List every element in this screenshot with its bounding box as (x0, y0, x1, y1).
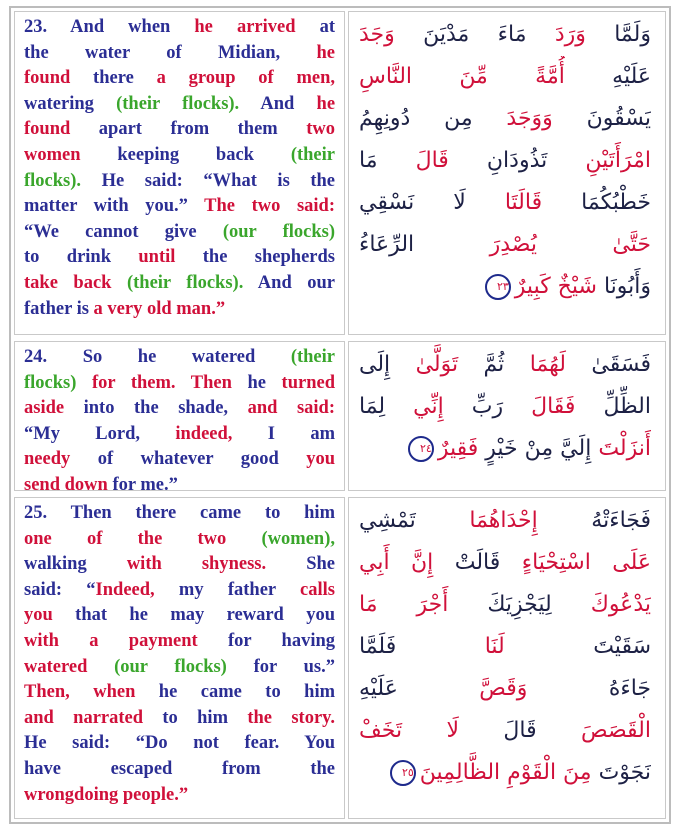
english-line (24, 15, 335, 41)
text-segment: “We cannot give (24, 221, 223, 242)
english-line (24, 396, 335, 422)
text-segment: إِحْدَاهُمَا (469, 508, 538, 533)
text-segment: you (24, 605, 53, 626)
text-segment: وَأَبُونَا (596, 274, 651, 299)
text-segment: to him (143, 707, 248, 728)
text-segment: Then, when (24, 682, 136, 703)
text-segment: فَسَقَىٰ (565, 352, 651, 377)
text-segment: نَجَوْتَ (591, 760, 651, 785)
arabic-line (359, 500, 651, 542)
text-segment: And (239, 93, 317, 114)
text-segment: (our flocks) (222, 221, 335, 242)
text-segment: indeed, (175, 423, 233, 444)
arabic-text-cell (348, 11, 666, 335)
text-segment: he arrived (194, 17, 296, 37)
text-segment: وَقَصَّ (479, 676, 528, 701)
text-segment: So he watered (47, 347, 291, 367)
text-segment: he (247, 372, 266, 393)
text-segment: found (24, 119, 71, 140)
english-line (24, 578, 335, 604)
text-segment: شَيْخٌ كَبِيرٌ (514, 274, 597, 299)
english-line (24, 297, 335, 323)
text-segment: (their flocks). (111, 272, 244, 293)
text-segment: يَسْقُونَ (552, 106, 651, 131)
verse-row-24 (11, 338, 669, 494)
arabic-line (359, 626, 651, 668)
text-segment: سَقَيْتَ (504, 634, 651, 659)
english-line (24, 629, 335, 655)
english-line (24, 371, 335, 397)
english-line (24, 757, 335, 783)
text-segment: قَالَ (415, 148, 449, 173)
text-segment: مِن دُونِهِمُ (359, 106, 507, 131)
text-segment: Indeed, (95, 579, 155, 600)
text-segment: the story. (247, 707, 335, 728)
text-segment: ثُمَّ (458, 352, 530, 377)
text-segment: فَقَالَ (531, 394, 576, 419)
text-segment: وَوَجَدَ (506, 106, 553, 131)
text-segment: عَلَى اسْتِحْيَاءٍ (521, 550, 651, 575)
english-line (24, 706, 335, 732)
english-line (24, 422, 335, 448)
english-line (24, 447, 335, 473)
text-segment: فَجَاءَتْهُ (537, 508, 651, 533)
arabic-line (359, 668, 651, 710)
text-segment: there (70, 68, 157, 89)
text-segment: into the shade, (64, 398, 248, 419)
arabic-line (359, 140, 651, 182)
text-segment: flocks). (24, 170, 82, 191)
text-segment: جَاءَهُ (527, 676, 651, 701)
arabic-line (359, 710, 651, 752)
english-line (24, 680, 335, 706)
text-segment: فَلَمَّا (359, 634, 485, 659)
arabic-line (359, 428, 651, 470)
text-segment: with shyness. (126, 554, 267, 575)
text-segment: calls (300, 579, 335, 600)
text-segment: She (266, 554, 335, 575)
text-segment: He said: “What is the (81, 170, 335, 191)
text-segment: until (138, 247, 176, 268)
text-segment: said: “ (24, 579, 96, 600)
text-segment: with a payment (24, 630, 228, 651)
text-segment: 25. (24, 503, 48, 523)
text-segment: needy (24, 449, 71, 470)
english-line (24, 527, 335, 553)
text-segment: women (24, 144, 81, 165)
text-segment: لَنَا (484, 634, 505, 659)
text-segment: الرِّعَاءُ (359, 232, 490, 257)
text-segment: I am (232, 423, 335, 444)
text-segment: The two said: (204, 196, 335, 217)
english-line (24, 66, 335, 92)
text-segment: أَجْرَ مَا (359, 592, 449, 617)
text-segment: لِمَا (359, 394, 414, 419)
text-segment: حَتَّىٰ يُصْدِرَ (489, 232, 651, 257)
english-line (24, 245, 335, 271)
text-segment: الظِّلِّ (575, 394, 651, 419)
text-segment: of whatever good (70, 449, 307, 470)
arabic-line (359, 752, 651, 794)
text-segment: تَمْشِي (359, 508, 470, 533)
text-segment: إِلَيَّ مِنْ خَيْرٍ (478, 436, 599, 461)
text-segment: watering (24, 93, 117, 114)
text-segment: send down (24, 474, 108, 495)
text-segment: keeping back (80, 144, 291, 165)
text-segment: to drink (24, 247, 139, 268)
verse-row-23 (11, 8, 669, 338)
text-segment: apart from them (70, 119, 307, 140)
ayah-number-marker: ٢٤ (408, 436, 434, 462)
text-segment: for us.” (226, 656, 335, 677)
arabic-line (359, 386, 651, 428)
text-segment: for me.” (107, 474, 178, 495)
text-segment: لَا نَسْقِي (359, 190, 505, 215)
text-segment: (their flocks). (116, 93, 240, 114)
text-segment: two (306, 119, 335, 140)
arabic-line (359, 584, 651, 626)
text-segment: He said: “Do not fear. You (24, 733, 335, 754)
text-segment: (our flocks) (114, 656, 227, 677)
text-segment: يَدْعُوكَ (590, 592, 651, 617)
verse-table (9, 6, 671, 824)
arabic-line (359, 224, 651, 266)
text-segment: a group of men, (156, 68, 335, 89)
english-line (24, 271, 335, 297)
text-segment: Then there came to him (47, 503, 335, 523)
verse-row-25 (11, 494, 669, 822)
english-line (24, 345, 335, 371)
text-segment: الْقَصَصَ (581, 718, 651, 743)
text-segment: a very old man.” (93, 298, 226, 319)
text-segment: عَلَيْهِ (359, 676, 480, 701)
text-segment: my father (154, 579, 301, 600)
text-segment: عَلَيْهِ (564, 64, 651, 89)
text-segment: رَبِّ (443, 394, 532, 419)
text-segment: And our (243, 272, 335, 293)
arabic-line (359, 344, 651, 386)
arabic-text-cell (348, 341, 666, 491)
text-segment: تَذُودَانِ (448, 148, 586, 173)
text-segment: And when (47, 17, 195, 37)
text-segment: قَالَتَا (504, 190, 543, 215)
arabic-line (359, 98, 651, 140)
text-segment: he (316, 42, 335, 63)
text-segment: إِنِّي (413, 394, 444, 419)
text-segment: for having (227, 630, 335, 651)
text-segment: وَرَدَ (526, 22, 586, 47)
text-segment: take back (24, 272, 112, 293)
text-segment: have escaped from the (24, 758, 335, 779)
text-segment: 23. (24, 17, 48, 37)
text-segment: aside (24, 398, 65, 419)
ayah-number-marker: ٢٣ (485, 274, 511, 300)
text-segment: for them. Then (76, 372, 248, 393)
english-line (24, 552, 335, 578)
text-segment: مَاءَ مَدْيَنَ (394, 22, 527, 47)
text-segment: walking (24, 554, 127, 575)
text-segment: you (306, 449, 335, 470)
text-segment: وَجَدَ (359, 22, 395, 47)
text-segment: إِلَى (359, 352, 416, 377)
text-segment: father is (24, 298, 94, 319)
english-line (24, 41, 335, 67)
english-line (24, 220, 335, 246)
english-line (24, 92, 335, 118)
text-segment: قَالَتْ (433, 550, 522, 575)
text-segment: لَا تَخَفْ (359, 718, 460, 743)
text-segment: (their (290, 347, 335, 367)
text-segment: أُمَّةً مِّنَ النَّاسِ (359, 64, 565, 89)
text-segment: turned (265, 372, 335, 393)
arabic-line (359, 56, 651, 98)
english-translation-cell (14, 341, 345, 495)
text-segment: he came to him (135, 682, 335, 703)
text-segment: (their (290, 144, 335, 165)
text-segment: امْرَأَتَيْنِ (585, 148, 651, 173)
english-line (24, 783, 335, 809)
text-segment: that he may reward you (52, 605, 335, 626)
text-segment: مِنَ الْقَوْمِ الظَّالِمِينَ (419, 760, 592, 785)
arabic-line (359, 266, 651, 308)
text-segment: أَنزَلْتَ (598, 436, 651, 461)
text-segment: flocks) (24, 372, 77, 393)
text-segment: لِيَجْزِيَكَ (448, 592, 591, 617)
arabic-line (359, 542, 651, 584)
text-segment: “My Lord, (24, 423, 176, 444)
text-segment: watered (24, 656, 115, 677)
text-segment: matter with you.” (24, 196, 205, 217)
text-segment: one of the two (24, 528, 262, 549)
english-line (24, 501, 335, 527)
text-segment: he (316, 93, 335, 114)
arabic-text-cell (348, 497, 666, 819)
english-line (24, 143, 335, 169)
text-segment: فَقِيرٌ (437, 436, 479, 461)
text-segment: وَلَمَّا (585, 22, 651, 47)
english-translation-cell (14, 11, 345, 335)
ayah-number-marker: ٢٥ (390, 760, 416, 786)
text-segment: 24. (24, 347, 48, 367)
english-line (24, 117, 335, 143)
text-segment: قَالَ (459, 718, 582, 743)
english-line (24, 731, 335, 757)
text-segment: لَهُمَا (529, 352, 566, 377)
english-line (24, 194, 335, 220)
text-segment: at (295, 17, 335, 37)
arabic-line (359, 182, 651, 224)
english-line (24, 603, 335, 629)
text-segment: found (24, 68, 71, 89)
text-segment: (women), (261, 528, 335, 549)
text-segment: and said: (247, 398, 335, 419)
text-segment: تَوَلَّىٰ (415, 352, 459, 377)
arabic-line (359, 14, 651, 56)
text-segment: and narrated (24, 707, 144, 728)
english-line (24, 169, 335, 195)
text-segment: the shepherds (175, 247, 335, 268)
text-segment: the water of Midian, (24, 42, 317, 63)
text-segment: مَا (359, 148, 416, 173)
english-line (24, 655, 335, 681)
english-translation-cell (14, 497, 345, 819)
text-segment: خَطْبُكُمَا (542, 190, 651, 215)
text-segment: إِنَّ أَبِي (359, 550, 434, 575)
text-segment: wrongdoing people.” (24, 784, 189, 805)
